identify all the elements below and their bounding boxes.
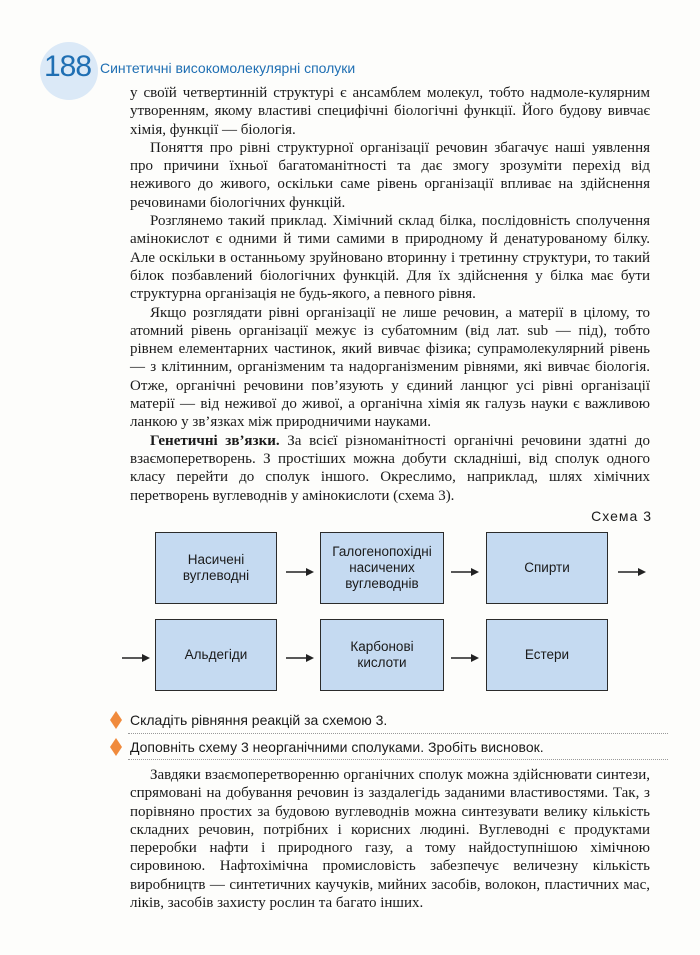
task-text: Доповніть схему 3 неорганічними сполуками. Зробіть висновок. — [130, 739, 544, 755]
scheme-box-halogen-derivatives: Галогенопохідні насичених вуглеводнів — [320, 532, 444, 604]
body-text-top — [130, 84, 650, 505]
arrow-right-icon — [286, 652, 314, 664]
paragraph: Завдяки взаємоперетворенню органічних сполук можна здійснювати синтези, спрямовані на добування речовин із заздалегідь заданими властивостями. Так, з порівняно простих за будовою вуглеводнів можна синтезувати велику кількість складних речовин, потрібних і корисних людині. Вуглеводні є продуктами переробки нафти і природного газу, а тому найдоступнішою хімічною сировиною. Нафтохімічна промисловість забезпечує величезну кількість виробництв — синтетичних каучуків, мийних засобів, волокон, пластичних мас, ліків, засобів захисту рослин та багато інших. — [130, 767, 650, 912]
scheme-box-carboxylic-acids: Карбонові кислоти — [320, 619, 444, 691]
scheme-box-saturated-hydrocarbons: Насичені вуглеводні — [155, 532, 277, 604]
arrow-right-icon — [451, 566, 479, 578]
scheme-label: Схема 3 — [591, 508, 652, 524]
term-genetic-links: Генетичні зв’язки. — [150, 432, 280, 449]
arrow-right-icon — [618, 566, 646, 578]
task-item — [110, 709, 670, 731]
scheme-box-esters: Естери — [486, 619, 608, 691]
body-text-bottom — [130, 766, 650, 912]
paragraph: Якщо розглядати рівні організації не лише речовин, а матерії в цілому, то атомний рівень організації межує із субатомним (від лат. sub — під), тобто рівнем елементарних частинок, який вивчає фізика; супрамолекулярний рівень — з клітинним, організменим та надорганізменим рівнями, які вивчає біологія. Отже, органічні речовини пов’язують у єдиний ланцюг усі рівні організації матерії — від неживої до живої, а органічна хімія як галузь науки є важливою ланкою у зв’язках між природничими науками. — [130, 304, 650, 431]
chapter-title: Синтетичні високомолекулярні сполуки — [100, 60, 356, 76]
scheme-box-aldehydes: Альдегіди — [155, 619, 277, 691]
paragraph-genetic-links — [130, 432, 650, 505]
paragraph: у своїй четвертинній структурі є ансамблем молекул, тобто надмоле-кулярним утворенням, якому властиві специфічні біологічні функції. Його будову вивчає хімія, функції — біологія. — [130, 85, 650, 138]
page-number: 188 — [44, 50, 92, 83]
scheme-box-alcohols: Спирти — [486, 532, 608, 604]
arrow-right-icon — [451, 652, 479, 664]
diamond-bullet-icon — [110, 738, 122, 756]
task-text: Складіть рівняння реакцій за схемою 3. — [130, 712, 388, 728]
paragraph: Розглянемо такий приклад. Хімічний склад білка, послідовність сполучення амінокислот є одними й тими самими в природному й денатурованому білку. Але оскільки в останньому зруйновано вторинну і третинну структури, то такий білок позбавлений біологічних функцій. Для їх здійснення у білка має бути структурна організація не будь-якого, а певного рівня. — [130, 213, 650, 303]
arrow-right-icon — [122, 652, 150, 664]
task-item — [110, 736, 670, 758]
arrow-right-icon — [286, 566, 314, 578]
diamond-bullet-icon — [110, 711, 122, 729]
divider — [128, 733, 668, 734]
divider — [128, 759, 668, 760]
genetic-links-text: За всієї різноманітності органічні речовини здатні до взаємоперетворень. З простіших можна добути складніші, від сполук одного класу перейти до сполук іншого. Окреслимо, наприклад, шлях хімічних перетворень вуглеводнів у амінокислоти (схема 3). — [130, 432, 650, 504]
page-header — [40, 40, 600, 90]
paragraph: Поняття про рівні структурної організації речовин збагачує наші уявлення про причини їхньої багатоманітності та дає змогу зрозуміти перехід від неживого до живого, оскільки саме рівень організації впливає на здійснення речовинами біологічних функцій. — [130, 139, 650, 211]
